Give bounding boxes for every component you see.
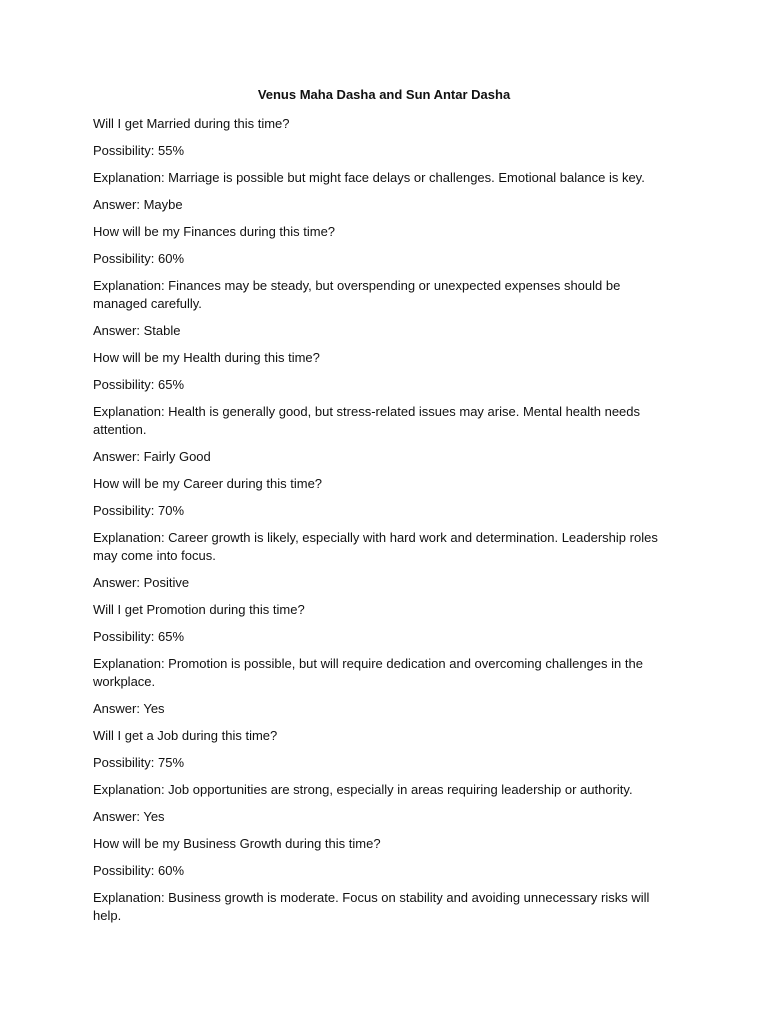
question-married: Will I get Married during this time? [93,116,290,131]
possibility-business-growth: Possibility: 60% [93,863,185,878]
possibility-career: Possibility: 70% [93,503,185,518]
document-body [93,115,678,925]
possibility-finances: Possibility: 60% [93,251,185,266]
possibility-job: Possibility: 75% [93,755,185,770]
answer-health: Answer: Fairly Good [93,449,211,464]
possibility-married: Possibility: 55% [93,143,185,158]
question-promotion: Will I get Promotion during this time? [93,602,305,617]
explanation-finances: Explanation: Finances may be steady, but overspending or unexpected expenses should be managed carefully. [93,278,621,311]
answer-promotion: Answer: Yes [93,701,165,716]
explanation-career: Explanation: Career growth is likely, especially with hard work and determination. Leadership roles may come into focus. [93,530,658,563]
explanation-health: Explanation: Health is generally good, but stress-related issues may arise. Mental health needs attention. [93,404,641,437]
question-health: How will be my Health during this time? [93,350,320,365]
question-career: How will be my Career during this time? [93,476,323,491]
question-business-growth: How will be my Business Growth during this time? [93,836,381,851]
answer-job: Answer: Yes [93,809,165,824]
possibility-health: Possibility: 65% [93,377,185,392]
question-finances: How will be my Finances during this time? [93,224,336,239]
question-job: Will I get a Job during this time? [93,728,278,743]
answer-career: Answer: Positive [93,575,190,590]
document-title: Venus Maha Dasha and Sun Antar Dasha [257,87,511,102]
explanation-business-growth: Explanation: Business growth is moderate. Focus on stability and avoiding unnecessary risks will help. [93,890,650,923]
explanation-job: Explanation: Job opportunities are strong, especially in areas requiring leadership or authority. [93,782,633,797]
explanation-married: Explanation: Marriage is possible but might face delays or challenges. Emotional balance is key. [93,170,645,185]
answer-finances: Answer: Stable [93,323,181,338]
answer-married: Answer: Maybe [93,197,183,212]
possibility-promotion: Possibility: 65% [93,629,185,644]
explanation-promotion: Explanation: Promotion is possible, but will require dedication and overcoming challenges in the workplace. [93,656,643,689]
